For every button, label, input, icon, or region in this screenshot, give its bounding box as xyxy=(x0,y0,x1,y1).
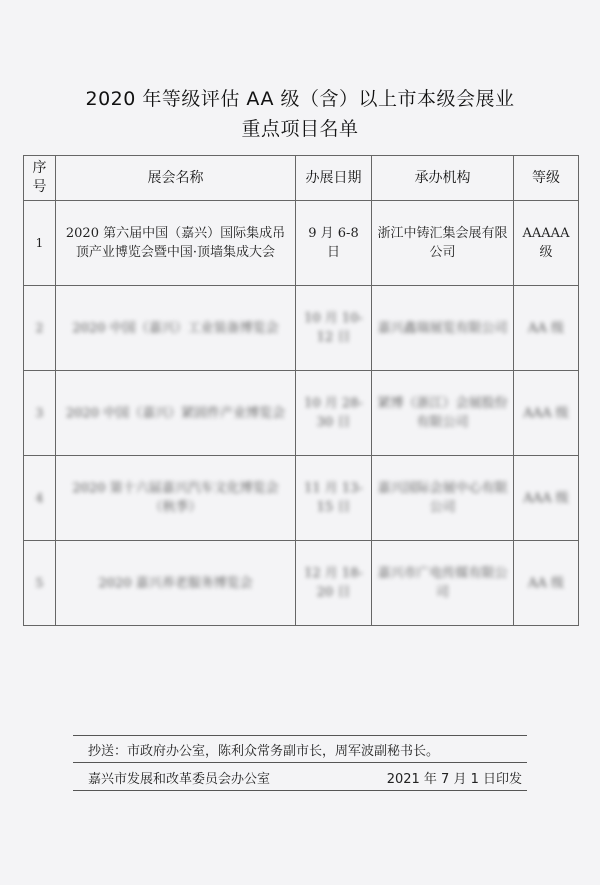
cell-date-text: 10 月 10-12 日 xyxy=(304,311,363,345)
document-title-line1: 2020 年等级评估 AA 级（含）以上市本级会展业 xyxy=(85,88,515,110)
cell-date xyxy=(296,456,372,541)
document-title-line2: 重点项目名单 xyxy=(241,118,359,140)
footer-divider-top xyxy=(73,735,527,736)
cell-no-text: 3 xyxy=(35,405,44,420)
cell-organizer xyxy=(372,371,514,456)
header-grade: 等级 xyxy=(514,156,579,201)
cell-name: 2020 第六届中国（嘉兴）国际集成吊顶产业博览会暨中国·顶墙集成大会 xyxy=(56,201,296,286)
cell-date-text: 10 月 28-30 日 xyxy=(304,396,363,430)
table-row xyxy=(24,201,579,286)
cell-no-text: 5 xyxy=(35,575,44,590)
cell-name xyxy=(56,371,296,456)
cell-name-text: 2020 中国（嘉兴）工业装备博览会 xyxy=(72,320,279,336)
cell-no xyxy=(24,371,56,456)
cell-no xyxy=(24,541,56,626)
cell-name-text: 2020 嘉兴养老服务博览会 xyxy=(98,575,253,591)
footer-divider-middle xyxy=(73,762,527,763)
cell-grade-text: AAA 级 xyxy=(523,490,569,506)
cell-grade xyxy=(514,456,579,541)
cell-no-text: 4 xyxy=(35,490,44,505)
cell-date xyxy=(296,286,372,371)
table-row xyxy=(24,371,579,456)
header-no: 序号 xyxy=(24,156,56,201)
cell-grade xyxy=(514,286,579,371)
cell-grade: AAAAA 级 xyxy=(514,201,579,286)
cell-grade-text: AAA 级 xyxy=(523,405,569,421)
issuing-office: 嘉兴市发展和改革委员会办公室 xyxy=(88,772,271,787)
cell-date-text: 11 月 13-15 日 xyxy=(304,481,363,515)
cell-organizer xyxy=(372,286,514,371)
table-row xyxy=(24,456,579,541)
cell-name xyxy=(56,541,296,626)
cell-name xyxy=(56,456,296,541)
cell-date xyxy=(296,541,372,626)
cell-organizer xyxy=(372,541,514,626)
header-name: 展会名称 xyxy=(56,156,296,201)
footer-divider-bottom xyxy=(73,790,527,791)
table-row xyxy=(24,541,579,626)
cell-organizer-text: 嘉兴鑫瑞展览有限公司 xyxy=(377,320,508,336)
cell-organizer xyxy=(372,456,514,541)
cell-name xyxy=(56,286,296,371)
cell-organizer: 浙江中铸汇集会展有限公司 xyxy=(372,201,514,286)
cell-grade xyxy=(514,541,579,626)
header-organizer: 承办机构 xyxy=(372,156,514,201)
cell-name-text: 2020 中国（嘉兴）紧固件产业博览会 xyxy=(65,405,286,421)
header-date: 办展日期 xyxy=(296,156,372,201)
cell-organizer-text: 嘉兴市广电传媒有限公司 xyxy=(377,566,508,600)
table-header-row xyxy=(24,156,579,201)
project-list-table xyxy=(23,155,579,626)
cell-grade-text: AA 级 xyxy=(528,575,564,591)
cell-no: 1 xyxy=(24,201,56,286)
cell-grade xyxy=(514,371,579,456)
cell-no-text: 2 xyxy=(35,320,44,335)
cell-date xyxy=(296,371,372,456)
print-date: 2021 年 7 月 1 日印发 xyxy=(386,772,522,787)
cc-recipients: 抄送：市政府办公室，陈利众常务副市长，周军波副秘书长。 xyxy=(88,744,440,759)
cell-name-text: 2020 第十六届嘉兴汽车文化博览会（秋季） xyxy=(72,481,279,515)
cell-no xyxy=(24,456,56,541)
cell-organizer-text: 嘉兴国际会展中心有限公司 xyxy=(377,481,508,515)
cell-date-text: 12 月 18-20 日 xyxy=(304,566,363,600)
cell-organizer-text: 紧博（浙江）会展股份有限公司 xyxy=(377,396,508,430)
table-row xyxy=(24,286,579,371)
cell-date: 9 月 6-8 日 xyxy=(296,201,372,286)
cell-no xyxy=(24,286,56,371)
cell-grade-text: AA 级 xyxy=(528,320,564,336)
